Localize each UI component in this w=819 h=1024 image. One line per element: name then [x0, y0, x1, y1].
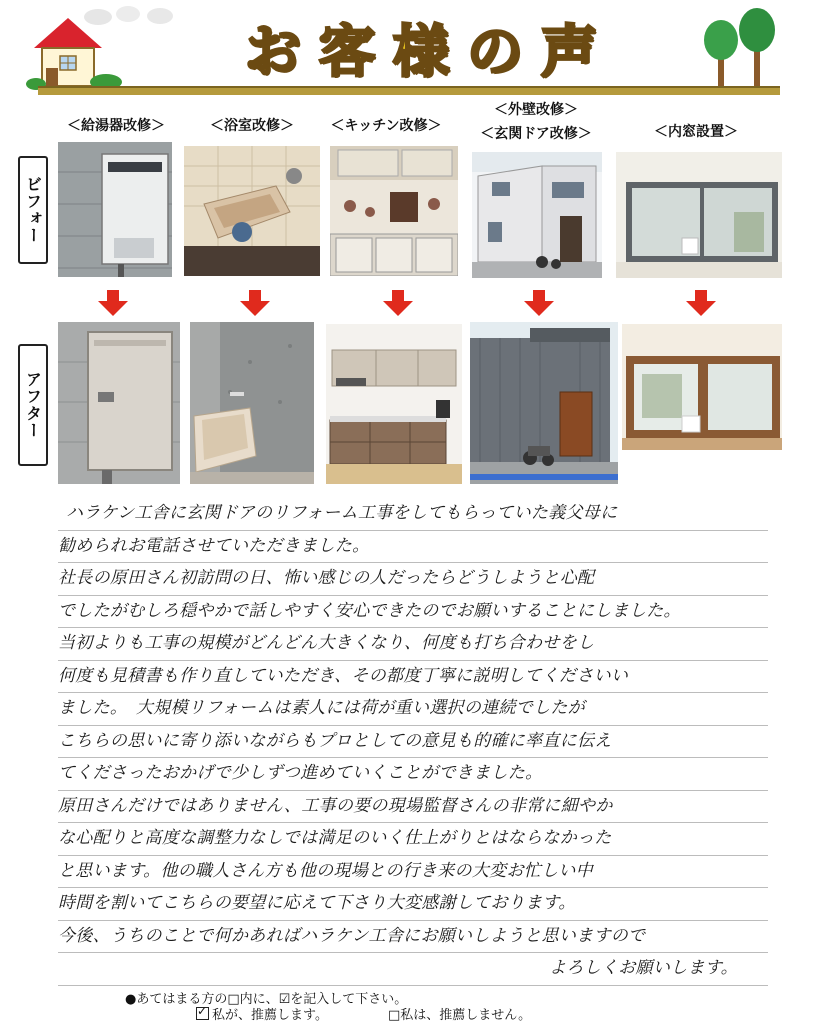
category-label-water-heater: ＜給湯器改修＞ — [67, 118, 165, 134]
comment-line: てくださったおかげで少しずつ進めていくことができました。 — [58, 758, 768, 791]
category-label-kitchen: ＜キッチン改修＞ — [330, 118, 442, 134]
down-arrow-icon — [240, 290, 270, 316]
before-photo-exterior — [472, 152, 602, 278]
down-arrow-icon — [383, 290, 413, 316]
comment-line: 当初よりも工事の規模がどんどん大きくなり、何度も打ち合わせをし — [58, 628, 768, 661]
before-label: ビフォー — [18, 156, 48, 264]
not-recommend-option[interactable]: □私は、推薦しません。 — [388, 1008, 532, 1023]
comment-line: と思います。他の職人さん方も他の現場との行き来の大変お忙しい中 — [58, 856, 768, 889]
before-photo-kitchen — [330, 146, 458, 276]
after-photo-exterior — [470, 322, 618, 484]
page-title: お客様の声 — [245, 20, 615, 85]
comment-line: な心配りと高度な調整力なしでは満足のいく仕上がりとはならなかった — [58, 823, 768, 856]
checkbox-checked[interactable] — [196, 1007, 209, 1020]
after-label: アフター — [18, 344, 48, 466]
comment-line: 勧められお電話させていただきました。 — [58, 531, 768, 564]
header — [0, 0, 819, 100]
tree-icon — [700, 6, 780, 92]
comment-line: よろしくお願いします。 — [58, 953, 768, 986]
down-arrow-icon — [98, 290, 128, 316]
comment-line: 何度も見積書も作り直していただき、その都度丁寧に説明してくださいい — [58, 661, 768, 694]
comment-line: でしたがむしろ穏やかで話しやすく安心できたのでお願いすることにしました。 — [58, 596, 768, 629]
before-photo-water-heater — [58, 142, 172, 277]
comment-line: ハラケン工舎に玄関ドアのリフォーム工事をしてもらっていた義父母に — [58, 498, 768, 531]
category-label-inner-window: ＜内窓設置＞ — [654, 124, 738, 140]
comment-line: 原田さんだけではありません、工事の要の現場監督さんの非常に細やか — [58, 791, 768, 824]
ground-line — [38, 86, 780, 95]
customer-comment — [58, 498, 768, 986]
comment-line: ました。 大規模リフォームは素人には荷が重い選択の連続でしたが — [58, 693, 768, 726]
after-photo-kitchen — [326, 324, 462, 484]
house-icon — [26, 12, 126, 92]
down-arrow-icon — [686, 290, 716, 316]
after-photo-water-heater — [58, 322, 180, 484]
after-photo-inner-window — [622, 324, 782, 450]
comment-line: 時間を割いてこちらの要望に応えて下さり大変感謝しております。 — [58, 888, 768, 921]
category-label-entrance-door: ＜玄関ドア改修＞ — [480, 126, 592, 142]
category-label-bathroom: ＜浴室改修＞ — [210, 118, 294, 134]
before-photo-inner-window — [616, 152, 782, 278]
after-photo-bathroom — [190, 322, 314, 484]
category-label-exterior-wall: ＜外壁改修＞ — [494, 102, 578, 118]
instruction-text: ●あてはまる方の□内に、☑を記入して下さい。 — [125, 992, 408, 1007]
recommend-option[interactable] — [196, 1004, 328, 1023]
comment-line: 今後、うちのことで何かあればハラケン工舎にお願いしようと思いますので — [58, 921, 768, 954]
comment-line: こちらの思いに寄り添いながらもプロとしての意見も的確に率直に伝え — [58, 726, 768, 759]
down-arrow-icon — [524, 290, 554, 316]
comment-line: 社長の原田さん初訪問の日、怖い感じの人だったらどうしようと心配 — [58, 563, 768, 596]
before-photo-bathroom — [184, 146, 320, 276]
recommend-label: 私が、推薦します。 — [212, 1008, 328, 1023]
